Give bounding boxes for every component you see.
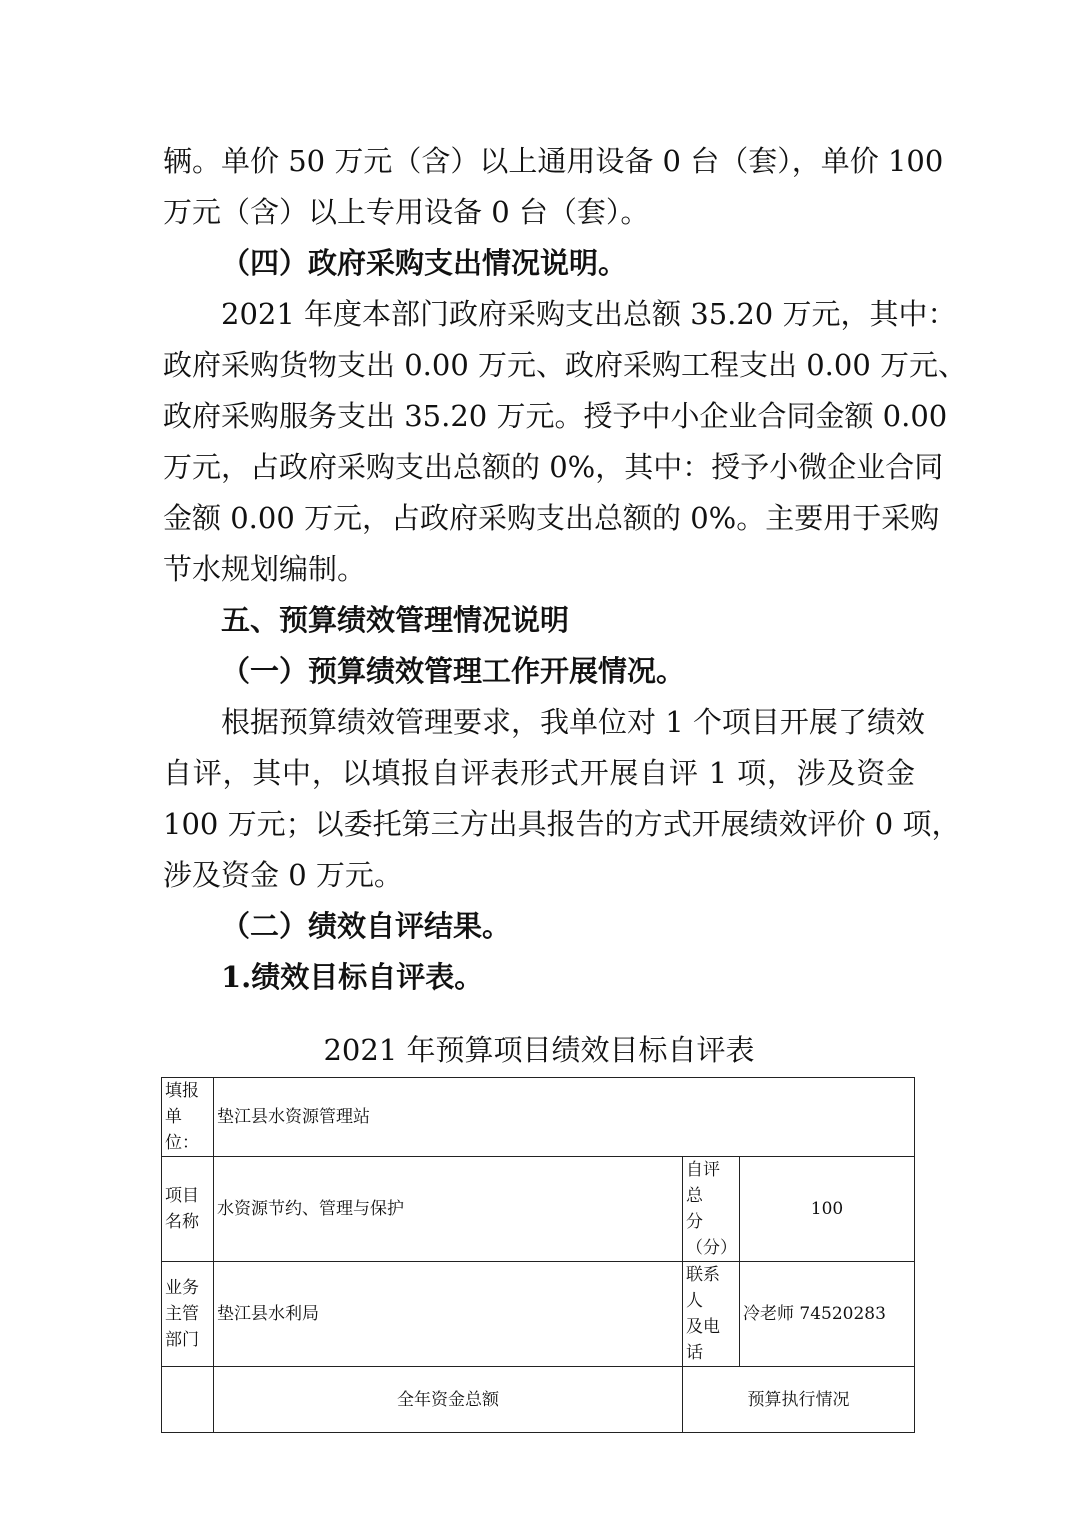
paragraph-line: 100 万元；以委托第三方出具报告的方式开展绩效评价 0 项， xyxy=(163,807,961,841)
heading-section-5: 五、预算绩效管理情况说明 xyxy=(221,603,570,637)
body-text xyxy=(163,136,968,1003)
paragraph-line: 万元，占政府采购支出总额的 0%，其中：授予小微企业合同 xyxy=(163,450,944,484)
table-row xyxy=(162,1262,915,1367)
dept-value: 垫江县水利局 xyxy=(214,1262,683,1367)
paragraph-line: 政府采购货物支出 0.00 万元、政府采购工程支出 0.00 万元、 xyxy=(163,348,968,382)
evaluation-table xyxy=(161,1077,915,1433)
heading-table: 1.绩效目标自评表。 xyxy=(221,960,484,994)
heading-procurement: （四）政府采购支出情况说明。 xyxy=(221,246,628,280)
paragraph-line: 自评，其中，以填报自评表形式开展自评 1 项，涉及资金 xyxy=(163,756,915,790)
project-label-cell: 项目 名称 xyxy=(162,1157,214,1262)
budget-exec-header: 预算执行情况 xyxy=(683,1367,915,1433)
paragraph-line: 金额 0.00 万元，占政府采购支出总额的 0%。主要用于采购 xyxy=(163,501,940,535)
unit-value: 垫江县水资源管理站 xyxy=(214,1078,915,1157)
score-value: 100 xyxy=(740,1157,915,1262)
paragraph-line: 2021 年度本部门政府采购支出总额 35.20 万元，其中： xyxy=(221,297,957,331)
paragraph-line: 涉及资金 0 万元。 xyxy=(163,858,403,892)
dept-label-cell: 业务 主管 部门 xyxy=(162,1262,214,1367)
contact-value: 冷老师 74520283 xyxy=(740,1262,915,1367)
project-value: 水资源节约、管理与保护 xyxy=(214,1157,683,1262)
funds-total-header: 全年资金总额 xyxy=(214,1367,683,1433)
table-title: 2021 年预算项目绩效目标自评表 xyxy=(323,1033,755,1067)
heading-results: （二）绩效自评结果。 xyxy=(221,909,512,943)
table-row xyxy=(162,1157,915,1262)
paragraph-line: 政府采购服务支出 35.20 万元。授予中小企业合同金额 0.00 xyxy=(163,399,948,433)
paragraph-line: 万元（含）以上专用设备 0 台（套）。 xyxy=(163,195,650,229)
unit-label-cell: 填报 单位： xyxy=(162,1078,214,1157)
empty-cell xyxy=(162,1367,214,1433)
paragraph-line: 辆。单价 50 万元（含）以上通用设备 0 台（套），单价 100 xyxy=(163,144,944,178)
score-label-cell: 自评总 分（分） xyxy=(683,1157,740,1262)
paragraph-line: 节水规划编制。 xyxy=(163,552,367,586)
table-row xyxy=(162,1078,915,1157)
table-row xyxy=(162,1367,915,1433)
paragraph-line: 根据预算绩效管理要求，我单位对 1 个项目开展了绩效 xyxy=(221,705,925,739)
heading-work: （一）预算绩效管理工作开展情况。 xyxy=(221,654,686,688)
contact-label-cell: 联系人 及电话 xyxy=(683,1262,740,1367)
